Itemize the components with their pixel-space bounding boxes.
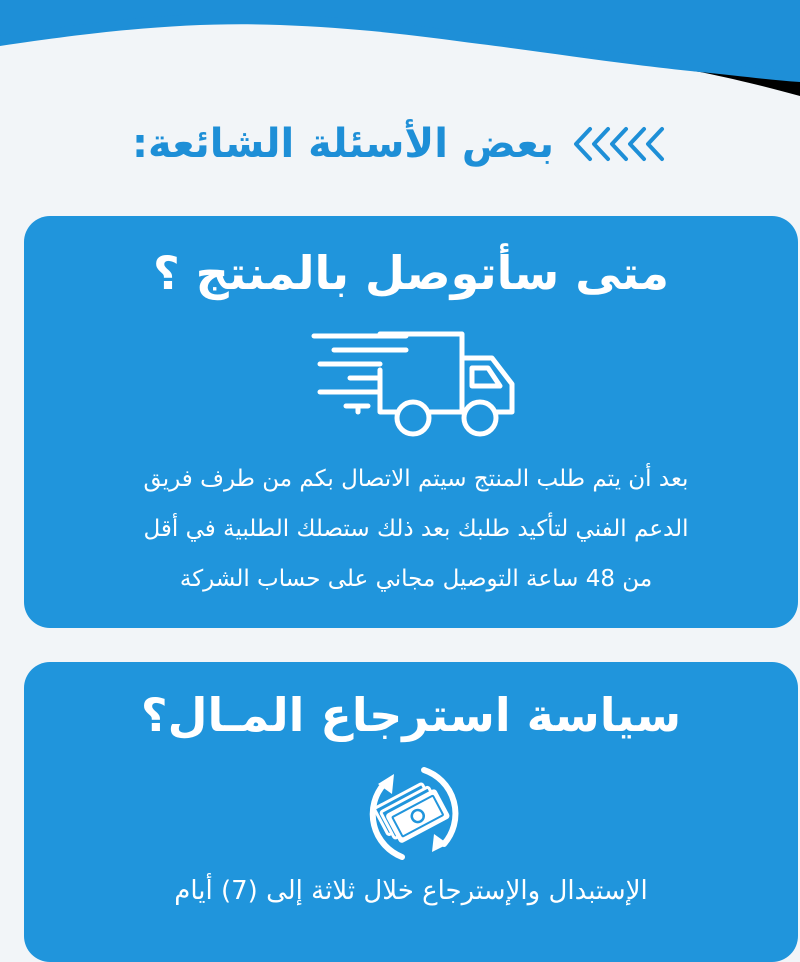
faq-card-delivery	[24, 216, 798, 628]
delivery-answer-text	[84, 454, 748, 604]
refund-answer-text: الإستبدال والإسترجاع خلال ثلاثة إلى (7) أيام	[174, 876, 648, 906]
refund-question-title: سياسة استرجاع المـال؟	[140, 688, 682, 742]
delivery-truck-icon	[310, 330, 518, 442]
faq-section-title: بعض الأسئلة الشائعة:	[131, 121, 555, 167]
delivery-answer-line: الدعم الفني لتأكيد طلبك بعد ذلك ستصلك الطلبية في أقل	[143, 516, 689, 542]
money-refund-icon	[354, 764, 469, 864]
faq-card-refund	[24, 662, 798, 962]
delivery-answer-line: من 48 ساعة التوصيل مجاني على حساب الشركة	[179, 566, 653, 592]
delivery-answer-line: بعد أن يتم طلب المنتج سيتم الاتصال بكم من طرف فريق	[143, 466, 689, 492]
chevrons-left-icon	[568, 123, 668, 165]
top-wave-decoration	[0, 0, 800, 110]
faq-section-heading	[24, 112, 776, 176]
delivery-question-title: متى سأتوصل بالمنتج ؟	[152, 246, 670, 300]
